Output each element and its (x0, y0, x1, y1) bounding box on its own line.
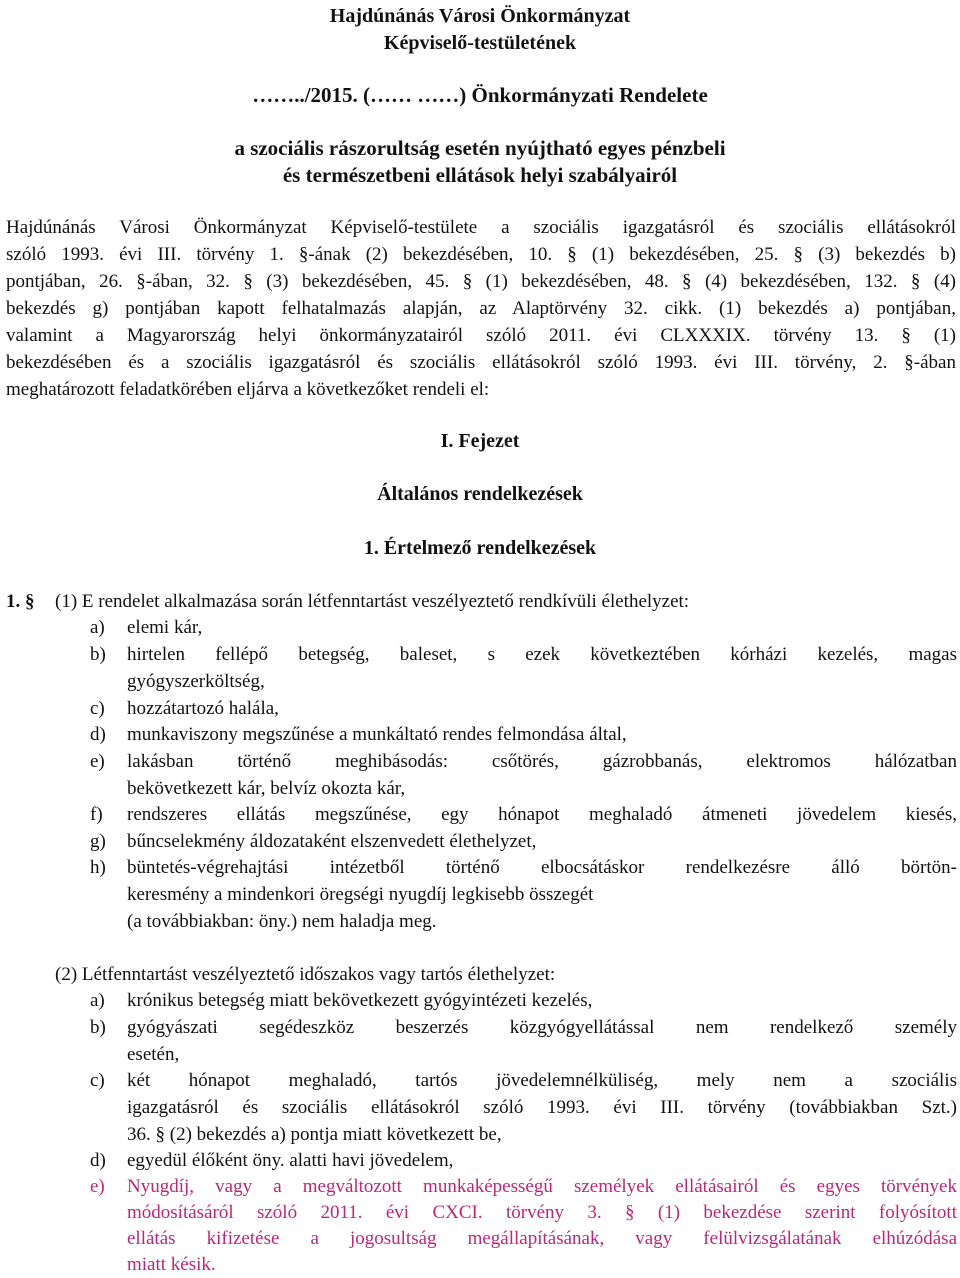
decree-number: ……../2015. (…… ……) Önkormányzati Rendelete (252, 83, 708, 107)
decree-title-line-2: és természetbeni ellátások helyi szabályairól (282, 163, 678, 187)
amended-item-text: Nyugdíj, vagy a megváltozott munkaképességű személyek ellátásairól és egyes törvények (127, 1176, 957, 1197)
preamble-line: pontjában, 26. §-ában, 32. § (3) bekezdésében, 45. § (1) bekezdésében, 48. § (4) bekezdésében, 132. § (4) (6, 271, 956, 292)
list-item-text: lakásban történő meghibásodás: csőtörés, gázrobbanás, elektromos hálózatban (127, 751, 957, 772)
section-number: 1. § (6, 591, 35, 612)
list-item-text: két hónapot meghaladó, tartós jövedelemnélküliség, mely nem a szociális (127, 1070, 957, 1091)
list-item-text: igazgatásról és szociális ellátásokról szóló 1993. évi III. törvény (továbbiakban Szt.) (127, 1097, 957, 1118)
list-item-text: gyógyászati segédeszköz beszerzés közgyógyellátással nem rendelkező személy (127, 1017, 957, 1038)
list-item-text: gyógyszerköltség, (127, 671, 265, 692)
preamble-line: Hajdúnánás Városi Önkormányzat Képviselő-testülete a szociális igazgatásról és szociális ellátásokról (6, 217, 956, 238)
amended-item-label: e) (90, 1176, 105, 1197)
list-item-text: hozzátartozó halála, (127, 698, 279, 719)
preamble-line: bekezdés g) pontjában kapott felhatalmazás alapján, az Alaptörvény 32. cikk. (1) bekezdés a) pontjában, (6, 298, 956, 319)
list-item-text: egyedül élőként öny. alatti havi jövedelem, (127, 1150, 454, 1171)
list-item-text: elemi kár, (127, 617, 203, 638)
org-name: Hajdúnánás Városi Önkormányzat (329, 5, 631, 27)
list-item-label: b) (90, 1017, 106, 1038)
list-item-label: d) (90, 724, 106, 745)
preamble-line: valamint a Magyarország helyi önkormányzatairól szóló 2011. évi CLXXXIX. törvény 13. § (1) (6, 325, 956, 346)
list-item-text: hirtelen fellépő betegség, baleset, s ezek következtében kórházi kezelés, magas (127, 644, 957, 665)
preamble-line: meghatározott feladatkörében eljárva a következőket rendeli el: (6, 379, 490, 400)
list-item-text: krónikus betegség miatt bekövetkezett gyógyintézeti kezelés, (127, 990, 593, 1011)
amended-item-text: ellátás kifizetése a jogosultság megállapításának, vagy felülvizsgálatának elhúzódása (127, 1228, 957, 1249)
amended-item-text: miatt késik. (127, 1254, 216, 1275)
list-item-text: bűncselekmény áldozataként elszenvedett élethelyzet, (127, 831, 537, 852)
paragraph-1-intro: (1) E rendelet alkalmazása során létfenntartást veszélyeztető rendkívüli élethelyzet: (55, 591, 690, 612)
body-name: Képviselő-testületének (383, 32, 577, 54)
list-item-text: büntetés-végrehajtási intézetből történő elbocsátáskor rendelkezésre álló börtön- (127, 857, 957, 878)
list-item-label: h) (90, 857, 106, 878)
paragraph-2-intro: (2) Létfenntartást veszélyeztető időszakos vagy tartós élethelyzet: (55, 964, 556, 985)
list-item-label: e) (90, 751, 105, 772)
list-item-text: bekövetkezett kár, belvíz okozta kár, (127, 778, 406, 799)
list-item-text: keresmény a mindenkori öregségi nyugdíj legkisebb összegét (127, 884, 594, 905)
section-heading: 1. Értelmező rendelkezések (363, 537, 597, 559)
chapter-number: I. Fejezet (440, 430, 520, 452)
list-item-label: f) (90, 804, 103, 825)
list-item-text: 36. § (2) bekezdés a) pontja miatt következett be, (127, 1124, 502, 1145)
decree-title-line-1: a szociális rászorultság esetén nyújtható egyes pénzbeli (234, 136, 726, 160)
list-item-label: g) (90, 831, 106, 852)
preamble-line: bekezdésében és a szociális igazgatásról és szociális ellátásokról szóló 1993. évi III. törvény, 2. §-ában (6, 352, 956, 373)
list-item-label: a) (90, 617, 105, 638)
list-item-label: d) (90, 1150, 106, 1171)
list-item-label: b) (90, 644, 106, 665)
chapter-title: Általános rendelkezések (377, 483, 583, 505)
amended-item-text: módosításáról szóló 2011. évi CXCI. törvény 3. § (1) bekezdése szerint folyósított (127, 1202, 957, 1223)
list-item-label: a) (90, 990, 105, 1011)
list-item-label: c) (90, 698, 105, 719)
list-item-label: c) (90, 1070, 105, 1091)
preamble-line: szóló 1993. évi III. törvény 1. §-ának (2) bekezdésében, 10. § (1) bekezdésében, 25. § (3) bekezdés b) (6, 244, 956, 265)
list-item-text: esetén, (127, 1044, 180, 1065)
list-item-text: munkaviszony megszűnése a munkáltató rendes felmondása által, (127, 724, 627, 745)
list-item-text: (a továbbiakban: öny.) nem haladja meg. (127, 911, 437, 932)
list-item-text: rendszeres ellátás megszűnése, egy hónapot meghaladó átmeneti jövedelem kiesés, (127, 804, 957, 825)
